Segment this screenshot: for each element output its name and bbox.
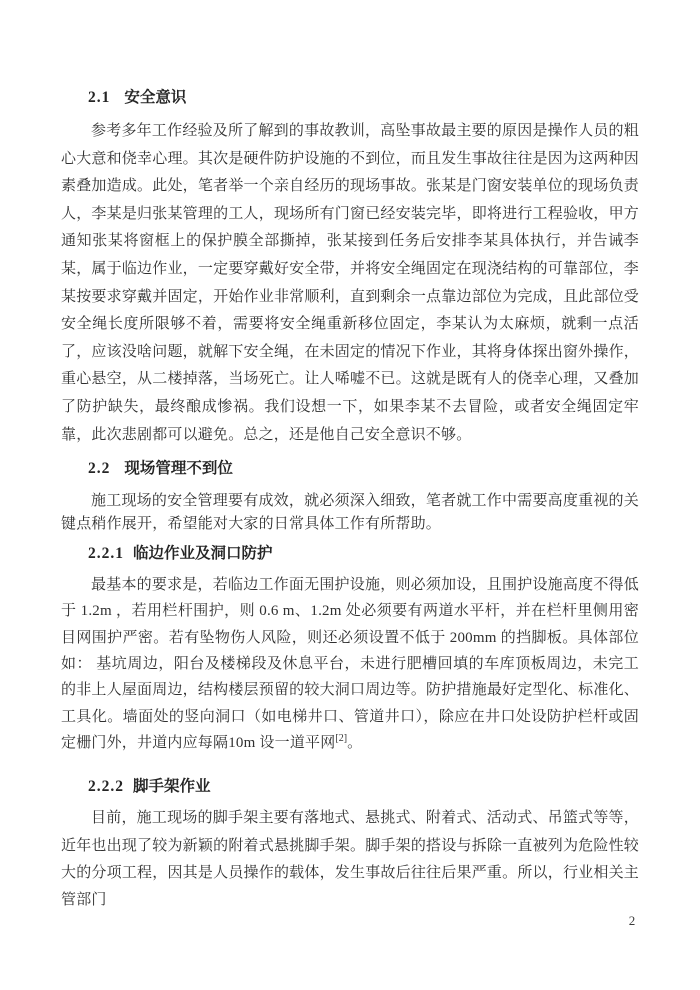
paragraph-text-end: 。 (347, 734, 363, 751)
section-heading-2-2-2 (88, 776, 639, 797)
section-title: 临边作业及洞口防护 (133, 545, 273, 563)
section-title: 安全意识 (124, 89, 187, 106)
paragraph-scaffolding: 目前，施工现场的脚手架主要有落地式、悬挑式、附着式、活动式、吊篮式等等，近年也出现了较为新颖的附着式悬挑脚手架。脚手架的搭设与拆除一直被列为危险性较大的分项工程，因其是人员操作的载体，发生事故后往往后果严重。所以，行业相关主管部门 (61, 810, 639, 909)
paragraph-edge-protection (61, 572, 639, 756)
footnote-reference: [2] (335, 732, 348, 744)
section-title: 现场管理不到位 (124, 460, 233, 478)
paragraph-site-management-intro: 施工现场的安全管理要有成效，就必须深入细致，笔者就工作中需要高度重视的关键点稍作展开，希望能对大家的日常具体工作有所帮助。 (61, 493, 639, 533)
paragraph-text: 最基本的要求是，若临边工作面无围护设施，则必须加设，且围护设施高度不得低于 1.2m ，若用栏杆围护，则 0.6 m、1.2m 处必须要有两道水平杆，并在栏杆里侧用密目网围护严密。若有坠物伤人风险，则还必须设置不低于 200mm 的挡脚板。具体部位如： 基坑周边，阳台及楼梯段及休息平台，未进行肥槽回填的车库顶板周边，未完工的非上人屋面周边，结构楼层预留的较大洞口周边等。防护措施最好定型化、标准化、工具化。墙面处的竖向洞口（如电梯井口、管道井口），除应在井口处设防护栏杆或固定栅门外，井道内应每隔10m 设一道平网 (61, 577, 639, 751)
paragraph-safety-awareness-case: 参考多年工作经验及所了解到的事故教训，高坠事故最主要的原因是操作人员的粗心大意和侥幸心理。其次是硬件防护设施的不到位，而且发生事故往往是因为这两种因素叠加造成。此处，笔者举一个亲自经历的现场事故。张某是门窗安装单位的现场负责人，李某是归张某管理的工人，现场所有门窗已经安装完毕，即将进行工程验收，甲方通知张某将窗框上的保护膜全部撕掉，张某接到任务后安排李某具体执行，并告诫李某，属于临边作业，一定要穿戴好安全带，并将安全绳固定在现浇结构的可靠部位，李某按要求穿戴并固定，开始作业非常顺利，直到剩余一点靠边部位为完成，且此部位受安全绳长度所限够不着，需要将安全绳重新移位固定，李某认为太麻烦，就剩一点活了，应该没啥问题，就解下安全绳，在未固定的情况下作业，其将身体探出窗外操作，重心悬空，从二楼掉落，当场死亡。让人唏嘘不已。这就是既有人的侥幸心理，又叠加了防护缺失，最终酿成惨祸。我们设想一下，如果李某不去冒险，或者安全绳固定牢靠，此次悲剧都可以避免。总之，还是他自己安全意识不够。 (61, 123, 639, 443)
section-number: 2.1 (88, 89, 111, 106)
page-number: 2 (628, 913, 636, 928)
section-number: 2.2 (88, 460, 111, 478)
section-number: 2.2.2 (88, 778, 124, 796)
section-number: 2.2.1 (88, 545, 124, 563)
section-title: 脚手架作业 (133, 778, 211, 796)
section-heading-2-2-1 (88, 543, 639, 564)
section-heading-2-2 (88, 458, 639, 479)
section-heading-2-1 (88, 87, 639, 108)
